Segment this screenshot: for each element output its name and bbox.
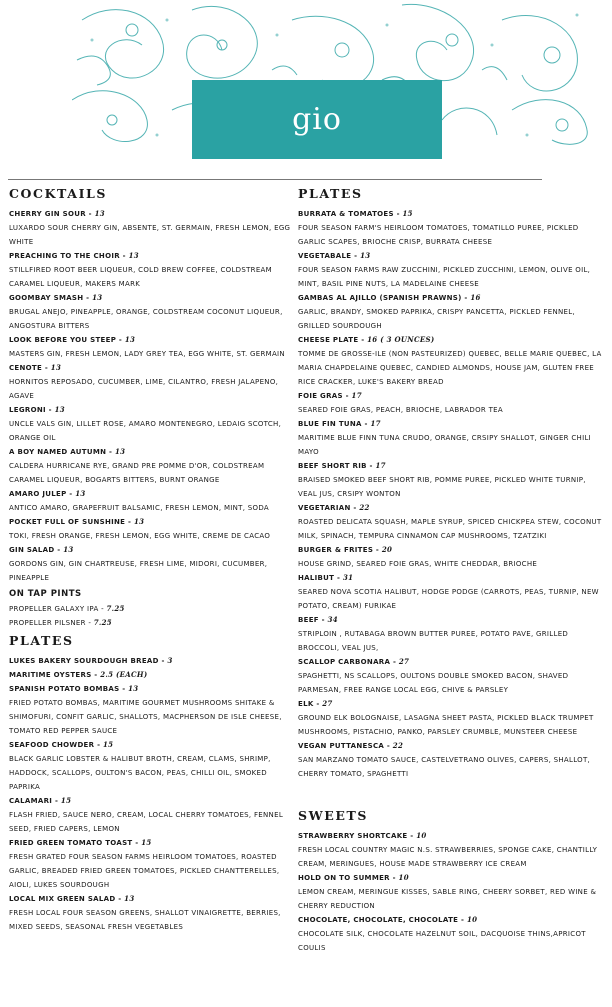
menu-item [9, 291, 291, 333]
menu-item [298, 871, 606, 913]
menu-item-separator: - [334, 574, 343, 582]
menu-item-name: AMARO JULEP [9, 490, 67, 498]
menu-item-title [9, 794, 291, 808]
menu-item [298, 249, 606, 291]
menu-item-description: BRUGAL ANEJO, PINEAPPLE, ORANGE, COLDSTREAM COCONUT LIQUEUR, ANGOSTURA BITTERS [9, 308, 283, 330]
menu-item-name: CHOCOLATE, CHOCOLATE, CHOCOLATE [298, 916, 459, 924]
menu-item [298, 829, 606, 871]
menu-item-description: LEMON CREAM, MERINGUE KISSES, SABLE RING, CHEERY SORBET, RED WINE & CHERRY REDUCTION [298, 888, 597, 910]
menu-item-separator: - [85, 210, 95, 218]
menu-item-price: 27 [322, 699, 333, 708]
menu-item-price: 34 [327, 615, 338, 624]
menu-item-title [9, 249, 291, 263]
menu-item [9, 543, 291, 585]
menu-item-price: 10 [466, 915, 478, 924]
menu-item-price: 13 [128, 684, 139, 693]
menu-item-name: LUKES BAKERY SOURDOUGH BREAD [9, 657, 159, 665]
menu-item-title [298, 207, 606, 221]
menu-item-separator: - [389, 874, 399, 882]
menu-item [298, 543, 606, 571]
menu-item [9, 487, 291, 515]
menu-item-price: 22 [392, 741, 404, 750]
menu-item [298, 291, 606, 333]
menu-item [298, 655, 606, 697]
menu-item-title [9, 836, 291, 850]
menu-item-separator: - [66, 490, 76, 498]
menu-item [9, 892, 291, 934]
menu-item-separator: - [384, 742, 393, 750]
menu-item [298, 913, 606, 955]
menu-item-title [298, 697, 606, 711]
menu-item-name: VEGAN PUTTANESCA [298, 742, 385, 750]
section-title-cocktails: COCKTAILS [9, 186, 108, 201]
menu-item-title [298, 333, 606, 347]
menu-item-name: LOCAL MIX GREEN SALAD [9, 895, 116, 903]
menu-item-description: CALDERA HURRICANE RYE, GRAND PRE POMME D'OR, COLDSTREAM CARAMEL LIQUEUR, BOGARTS BITTERS, BURNT ORANGE [9, 462, 265, 484]
menu-item [9, 445, 291, 487]
menu-item-title [9, 738, 291, 752]
menu-item-price: 13 [94, 209, 105, 218]
menu-item [298, 613, 606, 655]
menu-item-title [9, 403, 291, 417]
menu-item-name: LEGRONI [9, 406, 46, 414]
menu-item-separator: - [313, 700, 323, 708]
menu-item-separator: - [116, 336, 125, 344]
tap-item-separator: - [85, 619, 94, 627]
menu-item-separator: - [52, 797, 61, 805]
menu-item [298, 333, 606, 389]
menu-item-price: 22 [359, 503, 370, 512]
tap-item-name: PROPELLER GALAXY IPA [9, 605, 99, 613]
menu-item-description: FRESH GRATED FOUR SEASON FARMS HEIRLOOM TOMATOES, ROASTED GARLIC, BREADED FRIED GREEN TOMATOES, PICKLED CHANTTERELLES, AIOLI, LUKES SOURDOUGH [9, 853, 280, 889]
menu-item-description: STILLFIRED ROOT BEER LIQUEUR, COLD BREW COFFEE, COLDSTREAM CARAMEL LIQUEUR, MAKERS MARK [9, 266, 272, 288]
menu-item-title [298, 739, 606, 753]
menu-item-description: LUXARDO SOUR CHERRY GIN, ABSENTE, ST. GERMAIN, FRESH LEMON, EGG WHITE [9, 224, 291, 246]
menu-item-separator: - [390, 658, 399, 666]
menu-item [9, 207, 291, 249]
menu-item-name: GAMBAS AL AJILLO (SPANISH PRAWNS) [298, 294, 462, 302]
menu-item [9, 682, 291, 738]
menu-item-price: 13 [75, 489, 86, 498]
menu-item-price: 13 [133, 517, 145, 526]
menu-item-title [298, 613, 606, 627]
menu-item [9, 794, 291, 836]
menu-item-separator: - [361, 420, 371, 428]
menu-item-description: FOUR SEASON FARM'S HEIRLOOM TOMATOES, TOMATILLO PUREE, PICKLED GARLIC SCAPES, BRIOCHE CRISP, BURRATA CHEESE [298, 224, 579, 246]
menu-item-name: VEGETABALE [298, 252, 352, 260]
menu-item-price: 17 [370, 419, 381, 428]
menu-item-description: TOMME DE GROSSE-ILE (NON PASTEURIZED) QUEBEC, BELLE MARIE QUEBEC, LA MARIA CHAPDELAINE QUEBEC, CANDIED ALMONDS, HOUSE JAM, GLUTEN FREE RICE CRACKER, LUKE'S BAKERY BREAD [298, 350, 602, 386]
menu-item-separator: - [132, 839, 142, 847]
menu-item-price: 16 [470, 293, 481, 302]
menu-item-name: CHERRY GIN SOUR [9, 210, 86, 218]
menu-item [298, 501, 606, 543]
menu-item-title [298, 417, 606, 431]
menu-item-price: 31 [342, 573, 354, 582]
menu-item-title [9, 682, 291, 696]
menu-item-title [9, 515, 291, 529]
header-divider [8, 179, 542, 180]
tap-item-separator: - [98, 605, 107, 613]
menu-item-separator: - [119, 685, 129, 693]
menu-item [298, 739, 606, 781]
menu-item-separator: - [373, 546, 382, 554]
menu-item-title [9, 445, 291, 459]
menu-item-description: UNCLE VALS GIN, LILLET ROSE, AMARO MONTENEGRO, LEDAIG SCOTCH, ORANGE OIL [9, 420, 282, 442]
section-title-plates-right: PLATES [298, 186, 363, 201]
menu-item-description: TOKI, FRESH ORANGE, FRESH LEMON, EGG WHITE, CREME DE CACAO [9, 532, 271, 540]
menu-item-name: PREACHING TO THE CHOIR [9, 252, 120, 260]
menu-item-name: FOIE GRAS [298, 392, 343, 400]
menu-item-title [9, 668, 291, 682]
menu-item-name: STRAWBERRY SHORTCAKE [298, 832, 408, 840]
menu-item-price: 15 [402, 209, 413, 218]
menu-item-title [298, 829, 606, 843]
menu-item-separator: - [358, 336, 368, 344]
menu-item-description: MASTERS GIN, FRESH LEMON, LADY GREY TEA, EGG WHITE, ST. GERMAIN [9, 350, 285, 358]
menu-item-name: SPANISH POTATO BOMBAS [9, 685, 120, 693]
menu-item [9, 361, 291, 403]
menu-item-separator: - [407, 832, 417, 840]
menu-item-title [298, 913, 606, 927]
menu-item-title [298, 501, 606, 515]
menu-item-description: FRIED POTATO BOMBAS, MARITIME GOURMET MUSHROOMS SHITAKE & SHIMOFURI, CONFIT GARLIC, SHALLOTS, MACPHERSON DE ISLE CHEESE, TOMATO RED PEPPER SAUCE [9, 699, 282, 735]
menu-item-price: 17 [351, 391, 362, 400]
menu-item [9, 654, 291, 668]
menu-item-name: SCALLOP CARBONARA [298, 658, 391, 666]
menu-item-separator: - [119, 252, 129, 260]
menu-item-title [298, 389, 606, 403]
menu-item-price: 13 [63, 545, 74, 554]
cocktails-list [9, 207, 291, 585]
menu-item-name: FRIED GREEN TOMATO TOAST [9, 839, 133, 847]
menu-item-separator: - [342, 392, 352, 400]
menu-item-description: SAN MARZANO TOMATO SAUCE, CASTELVETRANO OLIVES, CAPERS, SHALLOT, CHERRY TOMATO, SPAGHETTI [298, 756, 591, 778]
menu-item-price: 13 [124, 894, 135, 903]
tap-item-name: PROPELLER PILSNER [9, 619, 86, 627]
menu-item-title [9, 291, 291, 305]
menu-item-description: FLASH FRIED, SAUCE NERO, CREAM, LOCAL CHERRY TOMATOES, FENNEL SEED, FRIED CAPERS, LEMON [9, 811, 284, 833]
plates-right-list [298, 207, 606, 781]
menu-item-description: GORDONS GIN, GIN CHARTREUSE, FRESH LIME, MIDORI, CUCUMBER, PINEAPPLE [9, 560, 268, 582]
menu-item-price: 27 [398, 657, 410, 666]
menu-item-name: HALIBUT [298, 574, 335, 582]
menu-item-name: POCKET FULL OF SUNSHINE [9, 518, 126, 526]
menu-item-description: GROUND ELK BOLOGNAISE, LASAGNA SHEET PASTA, PICKLED BLACK TRUMPET MUSHROOMS, PISTACHIO, PANKO, PARSLEY CRUMBLE, MUNSTEER CHEESE [298, 714, 594, 736]
menu-item-separator: - [351, 252, 361, 260]
menu-item-name: A BOY NAMED AUTUMN [9, 448, 107, 456]
menu-item-title [298, 571, 606, 585]
menu-item-title [9, 487, 291, 501]
menu-item-separator: - [106, 448, 115, 456]
tap-item [9, 616, 291, 630]
menu-item-title [9, 207, 291, 221]
menu-item-separator: - [458, 916, 467, 924]
menu-item-price: 13 [128, 251, 139, 260]
menu-item-name: BLUE FIN TUNA [298, 420, 362, 428]
section-title-on-tap: ON TAP PINTS [9, 589, 82, 599]
menu-item [298, 697, 606, 739]
menu-item-price: 15 [60, 796, 72, 805]
menu-item-name: BEEF SHORT RIB [298, 462, 367, 470]
menu-item-description: BLACK GARLIC LOBSTER & HALIBUT BROTH, CREAM, CLAMS, SHRIMP, HADDOCK, SCALLOPS, OULTON'S BACON, PEAS, CHILLI OIL, SMOKED PAPRIKA [9, 755, 271, 791]
plates-left-list [9, 654, 291, 934]
menu-item-price: 15 [103, 740, 114, 749]
section-title-plates-left: PLATES [9, 633, 74, 648]
menu-item-price: 15 [141, 838, 152, 847]
menu-item-title [9, 333, 291, 347]
left-column [9, 186, 291, 934]
menu-item-separator: - [366, 462, 376, 470]
menu-item-description: BRAISED SMOKED BEEF SHORT RIB, POMME PUREE, PICKLED WHITE TURNIP, VEAL JUS, CRSIPY WONTON [298, 476, 586, 498]
right-column [298, 186, 606, 955]
on-tap-list [9, 602, 291, 630]
menu-item-title [298, 459, 606, 473]
menu-item-separator: - [125, 518, 134, 526]
menu-item-separator: - [318, 616, 328, 624]
menu-item-separator: - [54, 546, 64, 554]
menu-item [298, 207, 606, 249]
menu-item-description: MARITIME BLUE FINN TUNA CRUDO, ORANGE, CRSIPY SHALLOT, GINGER CHILI MAYO [298, 434, 592, 456]
menu-item-description: CHOCOLATE SILK, CHOCOLATE HAZELNUT SOIL, DACQUOISE THINS,APRICOT COULIS [298, 930, 586, 952]
menu-item-name: CALAMARI [9, 797, 53, 805]
menu-item [9, 403, 291, 445]
menu-item-title [298, 655, 606, 669]
menu-item-price: 3 [167, 656, 173, 665]
menu-item-title [9, 654, 291, 668]
menu-item-description: ANTICO AMARO, GRAPEFRUIT BALSAMIC, FRESH LEMON, MINT, SODA [9, 504, 270, 512]
menu-item-name: CENOTE [9, 364, 43, 372]
menu-item-title [9, 892, 291, 906]
menu-item-description: GARLIC, BRANDY, SMOKED PAPRIKA, CRISPY PANCETTA, PICKLED FENNEL, GRILLED SOURDOUGH [298, 308, 575, 330]
menu-item-separator: - [42, 364, 51, 372]
menu-item [9, 249, 291, 291]
menu-item [9, 515, 291, 543]
menu-item-description: FOUR SEASON FARMS RAW ZUCCHINI, PICKLED ZUCCHINI, LEMON, OLIVE OIL, MINT, BASIL PINE NUTS, LA MADELAINE CHEESE [298, 266, 591, 288]
menu-item-title [9, 543, 291, 557]
menu-item-price: 16 ( 3 OUNCES) [367, 335, 435, 344]
menu-item-name: VEGETARIAN [298, 504, 351, 512]
logo-banner [192, 80, 442, 159]
menu-item-description: FRESH LOCAL COUNTRY MAGIC N.S. STRAWBERRIES, SPONGE CAKE, CHANTILLY CREAM, MERINGUES, HOUSE MADE STRAWBERRY ICE CREAM [298, 846, 598, 868]
menu-item [298, 571, 606, 613]
tap-item-price: 7.25 [106, 604, 125, 613]
section-title-sweets: SWEETS [298, 808, 369, 823]
menu-item-description: HOUSE GRIND, SEARED FOIE GRAS, WHITE CHEDDAR, BRIOCHE [298, 560, 538, 568]
menu-item-name: SEAFOOD CHOWDER [9, 741, 95, 749]
tap-item [9, 602, 291, 616]
menu-item-separator: - [158, 657, 168, 665]
menu-item [9, 333, 291, 361]
menu-item [9, 738, 291, 794]
menu-item-description: SPAGHETTI, NS SCALLOPS, OULTONS DOUBLE SMOKED BACON, SHAVED PARMESAN, FREE RANGE LOCAL EGG, CHIVE & PARSLEY [298, 672, 569, 694]
menu-item-name: HOLD ON TO SUMMER [298, 874, 390, 882]
menu-item-description: ROASTED DELICATA SQUASH, MAPLE SYRUP, SPICED CHICKPEA STEW, COCONUT MILK, SPINACH, TEMPURA CINNAMON CAP MUSHROOMS, TZATZIKI [298, 518, 602, 540]
menu-item-separator: - [393, 210, 403, 218]
menu-item-price: 10 [398, 873, 409, 882]
menu-item-price: 17 [375, 461, 386, 470]
menu-item-separator: - [94, 741, 104, 749]
menu-item-name: BURRATA & TOMATOES [298, 210, 394, 218]
menu-item-name: BURGER & FRITES [298, 546, 374, 554]
menu-item-price: 13 [50, 363, 62, 372]
menu-item-name: GIN SALAD [9, 546, 55, 554]
menu-item-price: 10 [416, 831, 427, 840]
menu-item-separator: - [83, 294, 93, 302]
menu-item-price: 13 [124, 335, 136, 344]
menu-item-title [298, 249, 606, 263]
menu-item [298, 417, 606, 459]
menu-item-price: 13 [92, 293, 103, 302]
menu-item-description: HORNITOS REPOSADO, CUCUMBER, LIME, CILANTRO, FRESH JALAPENO, AGAVE [9, 378, 279, 400]
logo-text: gio [292, 101, 342, 137]
tap-item-price: 7.25 [93, 618, 112, 627]
menu-item-separator: - [461, 294, 471, 302]
menu-item-price: 2.5 (EACH) [100, 670, 148, 679]
menu-item [298, 459, 606, 501]
menu-item-name: ELK [298, 700, 314, 708]
menu-item-description: SEARED NOVA SCOTIA HALIBUT, HODGE PODGE (CARROTS, PEAS, TURNIP, NEW POTATO, CREAM) FURIKAE [298, 588, 599, 610]
menu-item-price: 13 [114, 447, 126, 456]
menu-item-separator: - [45, 406, 55, 414]
menu-item-price: 13 [360, 251, 371, 260]
menu-item-price: 20 [381, 545, 393, 554]
menu-item-title [9, 361, 291, 375]
menu-item-title [298, 871, 606, 885]
menu-item-price: 13 [54, 405, 65, 414]
menu-item-description: STRIPLOIN , RUTABAGA BROWN BUTTER PUREE, POTATO PAVE, GRILLED BROCCOLI, VEAL JUS, [298, 630, 569, 652]
sweets-list [298, 829, 606, 955]
menu-item-name: CHEESE PLATE [298, 336, 359, 344]
menu-item [298, 389, 606, 417]
menu-item-separator: - [91, 671, 101, 679]
menu-item-separator: - [350, 504, 360, 512]
menu-item-title [298, 291, 606, 305]
menu-item-separator: - [115, 895, 125, 903]
menu-item-description: FRESH LOCAL FOUR SEASON GREENS, SHALLOT VINAIGRETTE, BERRIES, MIXED SEEDS, SEASONAL FRESH VEGETABLES [9, 909, 281, 931]
menu-item-name: BEEF [298, 616, 319, 624]
menu-item-description: SEARED FOIE GRAS, PEACH, BRIOCHE, LABRADOR TEA [298, 406, 503, 414]
menu-item-name: LOOK BEFORE YOU STEEP [9, 336, 117, 344]
menu-item [9, 668, 291, 682]
menu-item-title [298, 543, 606, 557]
menu-item [9, 836, 291, 892]
menu-item-name: MARITIME OYSTERS [9, 671, 92, 679]
menu-item-name: GOOMBAY SMASH [9, 294, 84, 302]
